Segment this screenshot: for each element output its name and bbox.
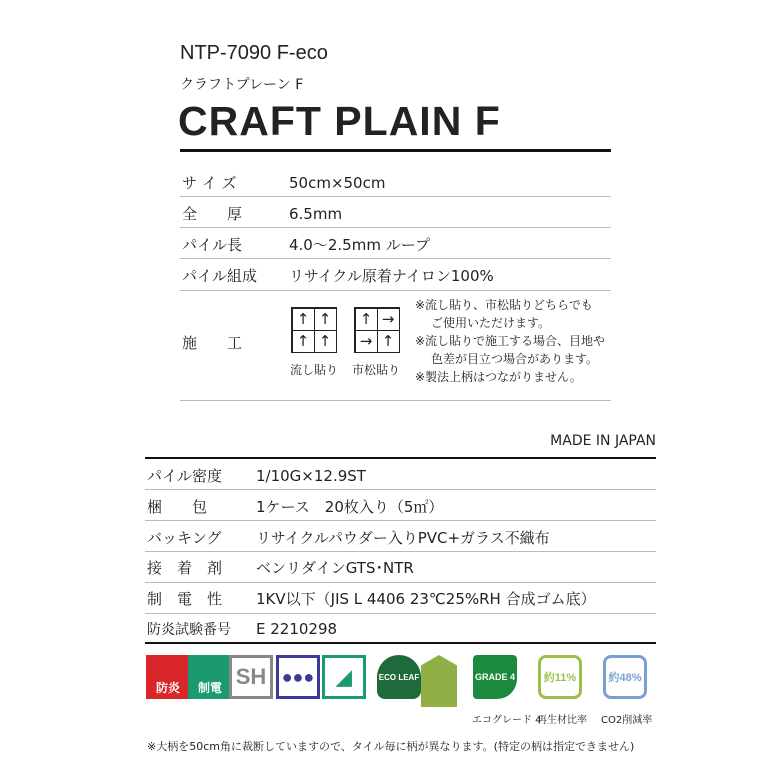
spec-value: E 2210298 <box>256 620 338 638</box>
spec-label: 全 厚 <box>182 205 243 223</box>
arrow-right-icon: → <box>377 308 400 331</box>
pattern-caption: 流し貼り <box>290 363 339 377</box>
spec-label: 接 着 剤 <box>147 559 223 577</box>
spec-value: 50cm×50cm <box>289 173 386 192</box>
recycled-ratio-icon: 約11% <box>538 655 582 699</box>
spec-row <box>147 465 366 486</box>
co2-reduction-icon: 約48% <box>603 655 647 699</box>
divider <box>180 149 611 152</box>
antistatic-icon: 制電 <box>188 655 232 699</box>
flame-retardant-icon: 防炎 <box>146 655 190 699</box>
sick-house-icon: SH <box>229 655 273 699</box>
spec-value: リサイクル原着ナイロン100% <box>289 267 494 285</box>
divider <box>180 227 611 228</box>
spec-value: 4.0〜2.5mm ループ <box>289 236 430 254</box>
spec-value: ベンリダインGTS･NTR <box>256 559 414 577</box>
spec-label: パイル長 <box>182 236 243 254</box>
stain-resistant-icon: ◢ <box>322 655 366 699</box>
arrow-up-icon: ↑ <box>292 330 315 353</box>
arrow-right-icon: → <box>355 330 378 353</box>
divider <box>180 290 611 291</box>
install-notes <box>415 296 605 386</box>
icon-caption: 再生材比率 <box>537 715 587 726</box>
spec-value: 1ケース 20枚入り（5㎡） <box>256 498 444 516</box>
spec-value: 6.5mm <box>289 204 343 223</box>
spec-row <box>147 557 414 578</box>
note-line: ご使用いただけます。 <box>431 316 551 330</box>
divider <box>145 613 656 614</box>
note-line: ※製法上柄はつながりません。 <box>415 370 582 384</box>
install-label: 施 工 <box>182 334 243 352</box>
pattern-checker-diagram <box>354 307 400 353</box>
divider <box>180 400 611 401</box>
product-code: NTP-7090 F-eco <box>180 42 328 64</box>
arrow-up-icon: ↑ <box>377 330 400 353</box>
product-title: CRAFT PLAIN F <box>178 98 501 144</box>
eco-leaf-icon: ECO LEAF <box>377 655 421 699</box>
spec-row <box>147 496 443 517</box>
spec-label: 制 電 性 <box>147 590 223 608</box>
product-name-kana: クラフトプレーン F <box>180 77 304 93</box>
grade-label: GRADE 4 <box>474 672 515 682</box>
divider <box>145 520 656 521</box>
divider <box>145 457 656 459</box>
green-purchase-icon <box>421 655 457 707</box>
eco-grade-icon <box>473 655 517 699</box>
made-in: MADE IN JAPAN <box>550 433 656 449</box>
arrow-up-icon: ↑ <box>355 308 378 331</box>
divider <box>180 258 611 259</box>
spec-label: 防炎試験番号 <box>147 622 231 638</box>
spec-row <box>182 203 342 224</box>
spec-row <box>182 172 385 193</box>
pattern-straight-diagram <box>291 307 337 353</box>
spec-label: サ イ ズ <box>182 174 237 192</box>
divider <box>180 196 611 197</box>
icon-caption: エコグレード 4 <box>472 715 542 726</box>
icon-caption: CO2削減率 <box>601 715 653 726</box>
people-icon: ●●● <box>276 655 320 699</box>
spec-value: 1KV以下（JIS L 4406 23℃25%RH 合成ゴム底） <box>256 590 596 608</box>
arrow-up-icon: ↑ <box>292 308 315 331</box>
spec-row <box>147 619 337 639</box>
spec-label: バッキング <box>147 529 222 547</box>
divider <box>145 489 656 490</box>
arrow-up-icon: ↑ <box>314 308 337 331</box>
spec-label: パイル組成 <box>182 267 258 285</box>
note-line: ※流し貼り、市松貼りどちらでも <box>415 298 593 312</box>
pattern-caption: 市松貼り <box>352 363 401 377</box>
arrow-up-icon: ↑ <box>314 330 337 353</box>
spec-label: パイル密度 <box>147 467 223 485</box>
spec-row <box>182 234 430 255</box>
footnote: ※大柄を50cm角に裁断していますので、タイル毎に柄が異なります。(特定の柄は指定できません) <box>147 740 635 753</box>
divider <box>145 551 656 552</box>
spec-value: 1/10G×12.9ST <box>256 466 366 485</box>
spec-row <box>147 527 550 548</box>
spec-value: リサイクルパウダー入りPVC+ガラス不織布 <box>256 529 550 547</box>
divider <box>145 582 656 583</box>
spec-label: 梱 包 <box>147 498 208 516</box>
spec-row <box>147 588 596 609</box>
note-line: ※流し貼りで施工する場合、目地や <box>415 334 606 348</box>
note-line: 色差が目立つ場合があります。 <box>431 352 599 366</box>
spec-row <box>182 265 494 286</box>
divider <box>145 642 656 644</box>
